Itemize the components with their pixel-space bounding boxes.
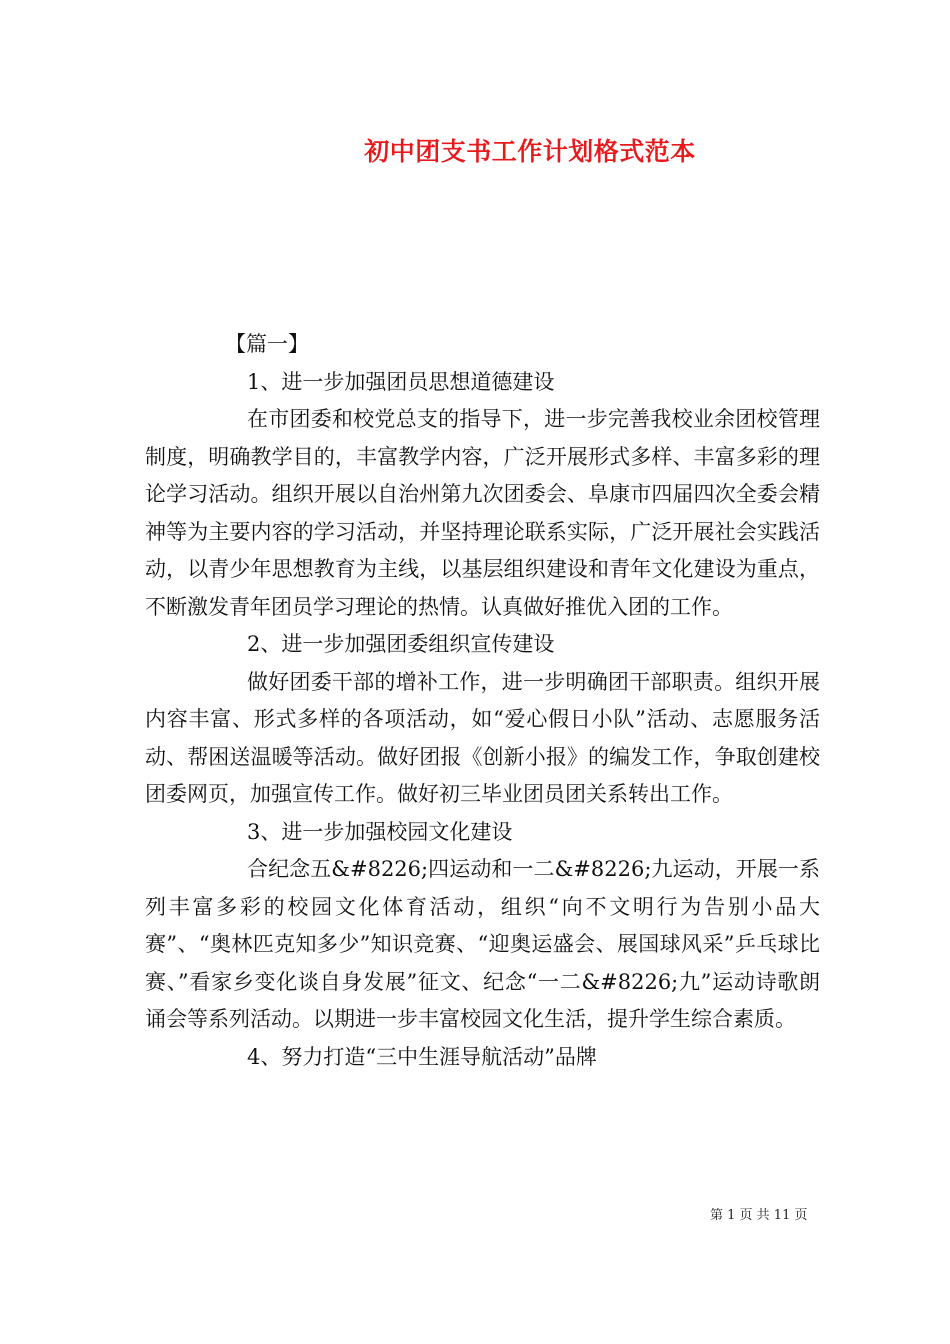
paragraph-heading-1: 1、进一步加强团员思想道德建设 bbox=[247, 369, 555, 394]
paragraph-body-2: 做好团委干部的增补工作，进一步明确团干部职责。组织开展内容丰富、形式多样的各项活动，如“爱心假日小队”活动、志愿服务活动、帮困送温暖等活动。做好团报《创新小报》的编发工作，争取创建校团委网页，加强宣传工作。做好初三毕业团员团关系转出工作。 bbox=[145, 669, 820, 806]
paragraph-body-1: 在市团委和校党总支的指导下，进一步完善我校业余团校管理制度，明确教学目的，丰富教学内容，广泛开展形式多样、丰富多彩的理论学习活动。组织开展以自治州第九次团委会、阜康市四届四次全委会精神等为主要内容的学习活动，并坚持理论联系实际，广泛开展社会实践活动，以青少年思想教育为主线，以基层组织建设和青年文化建设为重点，不断激发青年团员学习理论的热情。认真做好推优入团的工作。 bbox=[145, 407, 820, 619]
page-number-footer: 第 1 页 共 11 页 bbox=[710, 1208, 808, 1223]
paragraph-heading-4: 4、努力打造“三中生涯导航活动”品牌 bbox=[247, 1044, 597, 1069]
section-label: 【篇一】 bbox=[225, 332, 309, 356]
paragraph-heading-2: 2、进一步加强团委组织宣传建设 bbox=[247, 632, 555, 656]
paragraph-body-3: 合纪念五&#8226;四运动和一二&#8226;九运动，开展一系列丰富多彩的校园文化体育活动，组织“向不文明行为告别小品大赛”、“奥林匹克知多少”知识竞赛、“迎奥运盛会、展国球风采”乒乓球比赛、”看家乡变化谈自身发展”征文、纪念“一二&#8226;九”运动诗歌朗诵会等系列活动。以期进一步丰富校园文化生活，提升学生综合素质。 bbox=[145, 857, 820, 1031]
document-title: 初中团支书工作计划格式范本 bbox=[364, 137, 696, 166]
document-body bbox=[145, 326, 820, 1076]
paragraph-heading-3: 3、进一步加强校园文化建设 bbox=[247, 819, 513, 844]
